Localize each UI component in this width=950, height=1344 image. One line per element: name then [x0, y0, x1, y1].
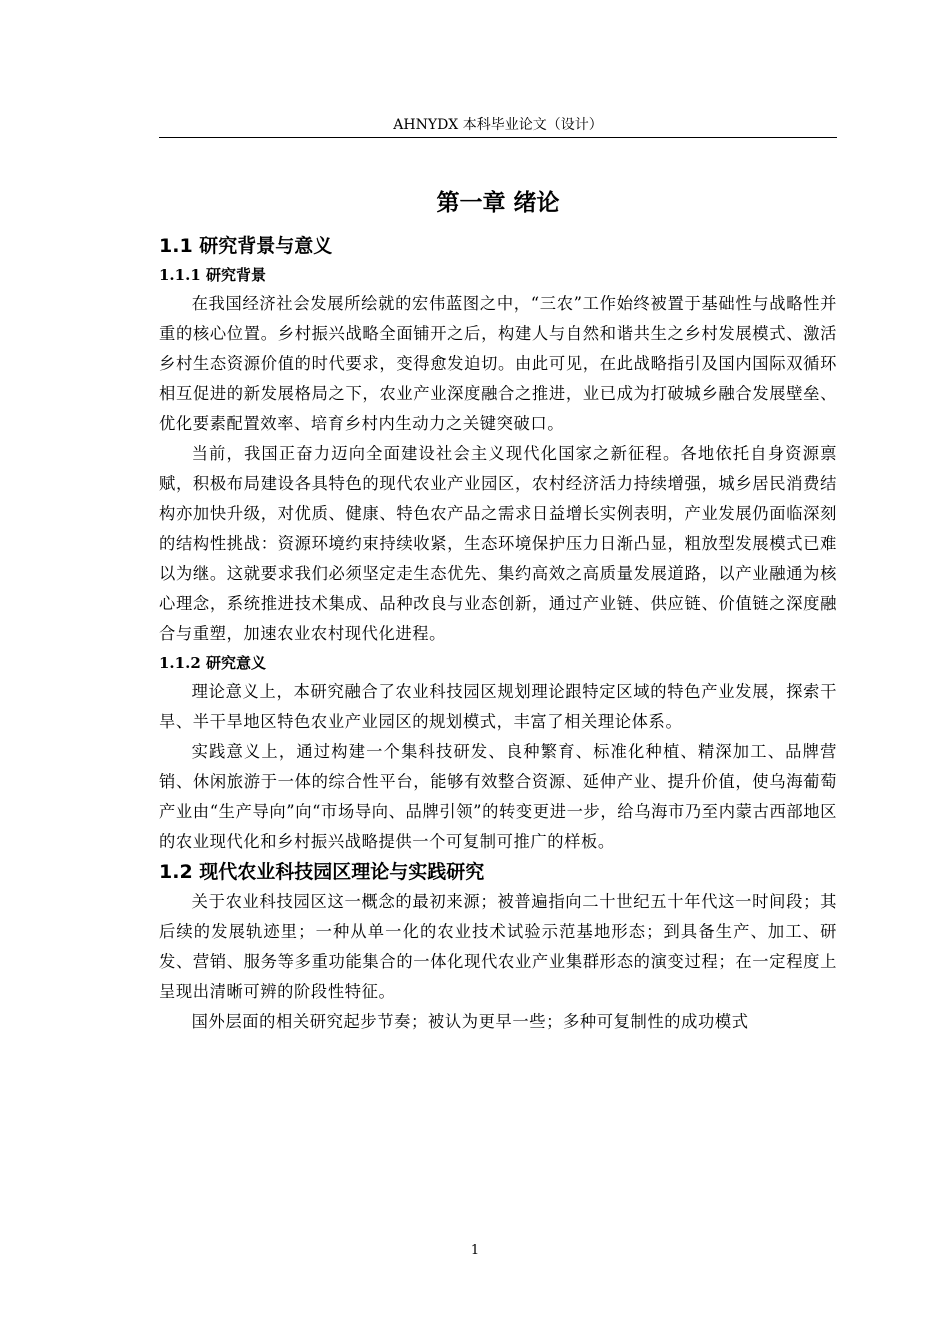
- paragraph: 在我国经济社会发展所绘就的宏伟蓝图之中，“三农”工作始终被置于基础性与战略性并重的核心位置。乡村振兴战略全面铺开之后，构建人与自然和谐共生之乡村发展模式、激活乡村生态资源价值的时代要求，变得愈发迫切。由此可见，在此战略指引及国内国际双循环相互促进的新发展格局之下，农业产业深度融合之推进，业已成为打破城乡融合发展壁垒、优化要素配置效率、培育乡村内生动力之关键突破口。: [159, 294, 837, 433]
- page-content: [159, 185, 837, 1037]
- subsection-heading-1-1-2: 1.1.2 研究意义: [159, 654, 266, 672]
- section-heading-1-1: 1.1 研究背景与意义: [159, 235, 333, 257]
- paragraph: 实践意义上，通过构建一个集科技研发、良种繁育、标准化种植、精深加工、品牌营销、休闲旅游于一体的综合性平台，能够有效整合资源、延伸产业、提升价值，使乌海葡萄产业由“生产导向”向“市场导向、品牌引领”的转变更进一步，给乌海市乃至内蒙古西部地区的农业现代化和乡村振兴战略提供一个可复制可推广的样板。: [159, 742, 837, 851]
- running-header: AHNYDX 本科毕业论文（设计）: [393, 117, 603, 133]
- paragraph: 理论意义上，本研究融合了农业科技园区规划理论跟特定区域的特色产业发展，探索干旱、半干旱地区特色农业产业园区的规划模式，丰富了相关理论体系。: [159, 682, 837, 731]
- subsection-heading-1-1-1: 1.1.1 研究背景: [159, 266, 266, 284]
- paragraph: 当前，我国正奋力迈向全面建设社会主义现代化国家之新征程。各地依托自身资源禀赋，积极布局建设各具特色的现代农业产业园区，农村经济活力持续增强，城乡居民消费结构亦加快升级，对优质、健康、特色农产品之需求日益增长实例表明，产业发展仍面临深刻的结构性挑战：资源环境约束持续收紧，生态环境保护压力日渐凸显，粗放型发展模式已难以为继。这就要求我们必须坚定走生态优先、集约高效之高质量发展道路，以产业融通为核心理念，系统推进技术集成、品种改良与业态创新，通过产业链、供应链、价值链之深度融合与重塑，加速农业农村现代化进程。: [159, 444, 837, 643]
- chapter-title: 第一章 绪论: [436, 190, 560, 216]
- paragraph: 国外层面的相关研究起步节奏；被认为更早一些；多种可复制性的成功模式: [191, 1012, 749, 1031]
- section-heading-1-2: 1.2 现代农业科技园区理论与实践研究: [159, 861, 485, 883]
- header-rule: [159, 137, 837, 138]
- page-number: 1: [470, 1243, 480, 1258]
- paragraph: 关于农业科技园区这一概念的最初来源；被普遍指向二十世纪五十年代这一时间段；其后续的发展轨迹里；一种从单一化的农业技术试验示范基地形态；到具备生产、加工、研发、营销、服务等多重功能集合的一体化现代农业产业集群形态的演变过程；在一定程度上呈现出清晰可辨的阶段性特征。: [159, 892, 837, 1001]
